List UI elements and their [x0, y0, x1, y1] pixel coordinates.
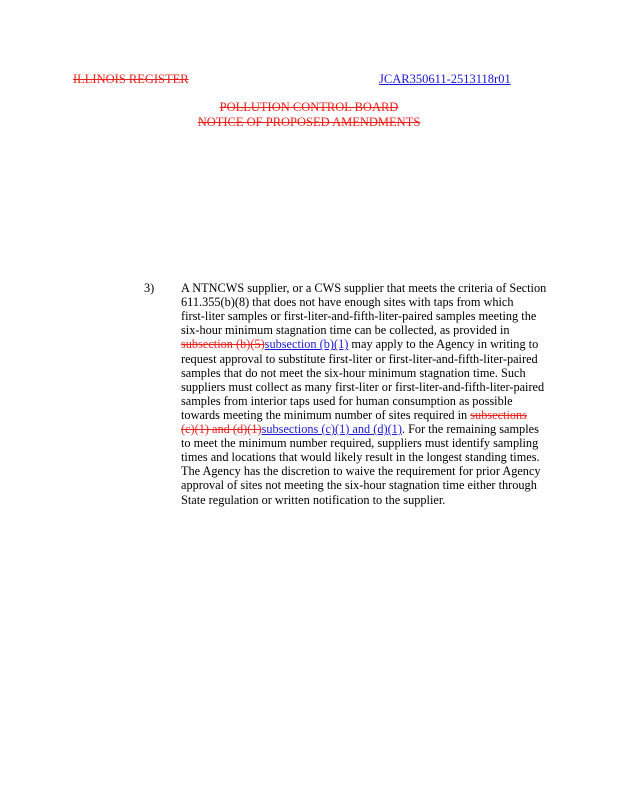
body-text: suppliers must collect as many first-liter or first-liter-and-fifth-liter-paired	[181, 379, 545, 394]
body-text: 611.355(b)(8) that does not have enough sites with taps from which	[181, 295, 514, 310]
deleted-text: subsection (b)(5)	[181, 337, 265, 352]
paragraph-line	[181, 408, 527, 423]
paragraph-line	[181, 281, 546, 296]
body-text: State regulation or written notification to the supplier.	[181, 492, 446, 507]
paragraph-line	[181, 450, 540, 465]
body-text: times and locations that would likely result in the longest standing times.	[181, 450, 540, 465]
body-text: A NTNCWS supplier, or a CWS supplier that meets the criteria of Section	[181, 281, 547, 295]
item-number: 3)	[144, 281, 155, 295]
body-text: towards meeting the minimum number of sites required in	[181, 407, 471, 422]
paragraph-line	[181, 436, 538, 451]
body-text: to meet the minimum number required, suppliers must identify sampling	[181, 436, 539, 451]
paragraph-line	[181, 478, 537, 493]
deleted-text: (c)(1) and (d)(1)	[181, 422, 262, 436]
title-board: POLLUTION CONTROL BOARD	[219, 100, 399, 114]
paragraph-line	[181, 352, 538, 367]
body-text: . For the remaining samples	[401, 422, 539, 436]
deleted-text: subsections	[470, 407, 527, 422]
paragraph-line	[181, 337, 538, 352]
inserted-text: subsection (b)(1)	[264, 337, 349, 352]
paragraph-line	[181, 366, 526, 381]
body-text: six-hour minimum stagnation time can be collected, as provided in	[181, 323, 510, 338]
paragraph-line	[181, 323, 510, 338]
paragraph-line	[181, 295, 514, 310]
paragraph-line	[181, 309, 536, 324]
body-text: first-liter samples or first-liter-and-fifth-liter-paired samples meeting the	[181, 309, 537, 324]
paragraph-line	[181, 394, 513, 409]
header-right: JCAR350611-2513118r01	[379, 72, 511, 86]
body-text: may apply to the Agency in writing to	[348, 337, 539, 352]
body-text: samples from interior taps used for human consumption as possible	[181, 393, 513, 408]
paragraph-line	[181, 464, 541, 479]
paragraph-line	[181, 493, 445, 508]
paragraph-line	[181, 422, 539, 437]
body-text: samples that do not meet the six-hour minimum stagnation time. Such	[181, 365, 526, 380]
body-text: approval of sites not meeting the six-hour stagnation time either through	[181, 478, 537, 493]
inserted-text: subsections (c)(1) and (d)(1)	[261, 422, 402, 436]
header-left: ILLINOIS REGISTER	[73, 72, 189, 86]
body-text: The Agency has the discretion to waive the requirement for prior Agency	[181, 464, 541, 479]
title-notice: NOTICE OF PROPOSED AMENDMENTS	[197, 115, 421, 129]
body-text: request approval to substitute first-liter or first-liter-and-fifth-liter-paired	[181, 351, 538, 366]
paragraph-line	[181, 380, 544, 395]
